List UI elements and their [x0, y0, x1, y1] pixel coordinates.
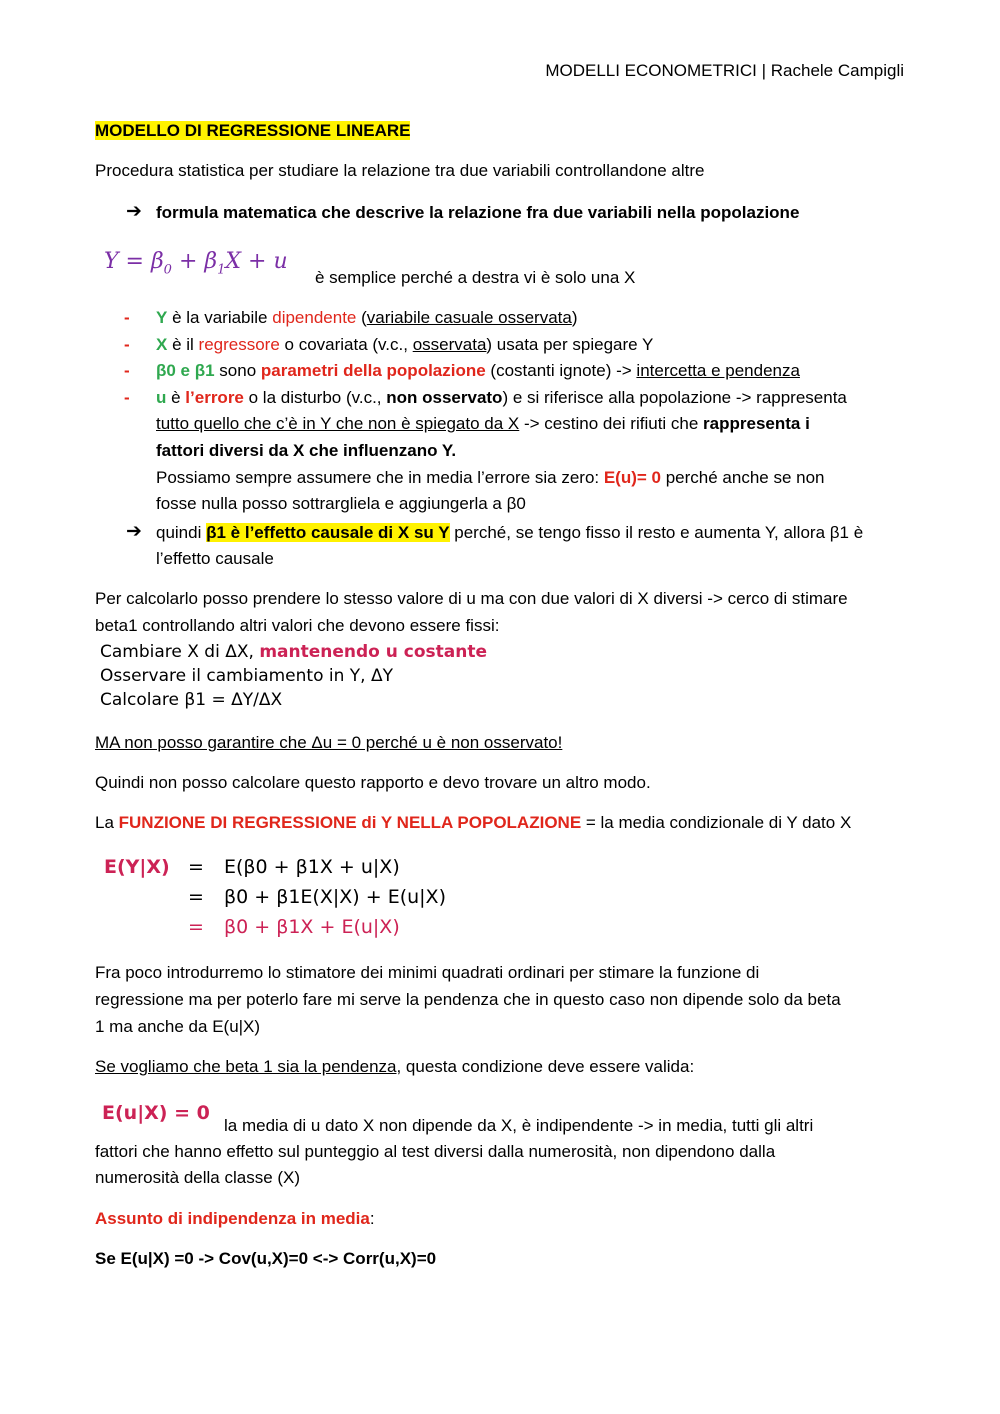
- eq-sign-2: =: [188, 886, 204, 908]
- bullet-x: X è il regressore o covariata (v.c., osservata) usata per spiegare Y: [156, 335, 654, 354]
- bullet-dash: -: [124, 388, 130, 407]
- bullet-u-line2: tutto quello che c’è in Y che non è spiegato da X -> cestino dei rifiuti che rappresenta i: [156, 414, 810, 433]
- arrow-text-causal: quindi β1 è l’effetto causale di X su Y perché, se tengo fisso il resto e aumenta Y, allora β1 è: [156, 523, 864, 542]
- step-1: Cambiare X di ΔX, mantenendo u costante: [100, 642, 488, 662]
- cond-expl-line3: numerosità della classe (X): [95, 1168, 301, 1187]
- condition-text: Se vogliamo che beta 1 sia la pendenza, questa condizione deve essere valida:: [95, 1057, 695, 1076]
- main-formula: [104, 249, 288, 277]
- final-statement: Se E(u|X) =0 -> Cov(u,X)=0 <-> Corr(u,X)=0: [95, 1249, 437, 1268]
- arrow-text-formula: formula matematica che descrive la relazione fra due variabili nella popolazione: [156, 203, 800, 222]
- cond-expl-line2: fattori che hanno effetto sul punteggio al test diversi dalla numerosità, non dipendono dalla: [95, 1142, 776, 1161]
- page-header: MODELLI ECONOMETRICI | Rachele Campigli: [545, 61, 904, 80]
- calc-para-line2: beta1 controllando altri valori che devono essere fissi:: [95, 616, 500, 635]
- bullet-dash: -: [124, 335, 130, 354]
- arrow-text-causal-line2: l’effetto causale: [156, 549, 274, 568]
- bullet-u-line3: fattori diversi da X che influenzano Y.: [156, 441, 457, 460]
- bullet-u-line1: u è l’errore o la disturbo (v.c., non osservato) e si riferisce alla popolazione -> rappresenta: [156, 388, 847, 407]
- eq-sign-1: =: [188, 856, 204, 878]
- ols-para-line2: regressione ma per poterlo fare mi serve la pendenza che in questo caso non dipende solo da beta: [95, 990, 841, 1009]
- step-3: Calcolare β1 = ΔY/ΔX: [100, 690, 283, 710]
- eq-sign-3: =: [188, 916, 204, 938]
- eq-row-3: β0 + β1X + E(u|X): [224, 916, 400, 938]
- eq-lhs: E(Y|X): [104, 856, 170, 878]
- ols-para-line3: 1 ma anche da E(u|X): [95, 1017, 261, 1036]
- bullet-betas: β0 e β1 sono parametri della popolazione (costanti ignote) -> intercetta e pendenza: [156, 361, 800, 380]
- section-title: MODELLO DI REGRESSIONE LINEARE: [95, 121, 411, 140]
- arrow-icon: ➔: [126, 201, 142, 222]
- step-2: Osservare il cambiamento in Y, ΔY: [100, 666, 393, 686]
- bullet-dash: -: [124, 308, 130, 327]
- warning-text: MA non posso garantire che Δu = 0 perché u è non osservato!: [95, 733, 563, 752]
- arrow-icon: ➔: [126, 521, 142, 542]
- frp-definition: La FUNZIONE DI REGRESSIONE di Y NELLA POPOLAZIONE = la media condizionale di Y dato X: [95, 813, 852, 832]
- bullet-u-line4: Possiamo sempre assumere che in media l’errore sia zero: E(u)= 0 perché anche se non: [156, 468, 825, 487]
- eq-row-1: E(β0 + β1X + u|X): [224, 856, 400, 878]
- quindi-text: Quindi non posso calcolare questo rapporto e devo trovare un altro modo.: [95, 773, 651, 792]
- main-formula-text: $Y = \beta_0 + \beta_1X + u$: [104, 249, 288, 278]
- bullet-y: Y è la variabile dipendente (variabile casuale osservata): [156, 308, 578, 327]
- ols-para-line1: Fra poco introdurremo lo stimatore dei minimi quadrati ordinari per stimare la funzione di: [95, 963, 760, 982]
- cond-formula: E(u|X) = 0: [102, 1102, 210, 1124]
- eq-row-2: β0 + β1E(X|X) + E(u|X): [224, 886, 446, 908]
- assunto-heading: Assunto di indipendenza in media:: [95, 1209, 375, 1228]
- bullet-dash: -: [124, 361, 130, 380]
- calc-para-line1: Per calcolarlo posso prendere lo stesso valore di u ma con due valori di X diversi -> cerco di stimare: [95, 589, 848, 608]
- intro-text: Procedura statistica per studiare la relazione tra due variabili controllandone altre: [95, 161, 705, 180]
- main-formula-note: è semplice perché a destra vi è solo una X: [315, 268, 636, 287]
- bullet-u-line5: fosse nulla posso sottrargliela e aggiungerla a β0: [156, 494, 526, 513]
- cond-expl-line1: la media di u dato X non dipende da X, è indipendente -> in media, tutti gli altri: [224, 1116, 814, 1135]
